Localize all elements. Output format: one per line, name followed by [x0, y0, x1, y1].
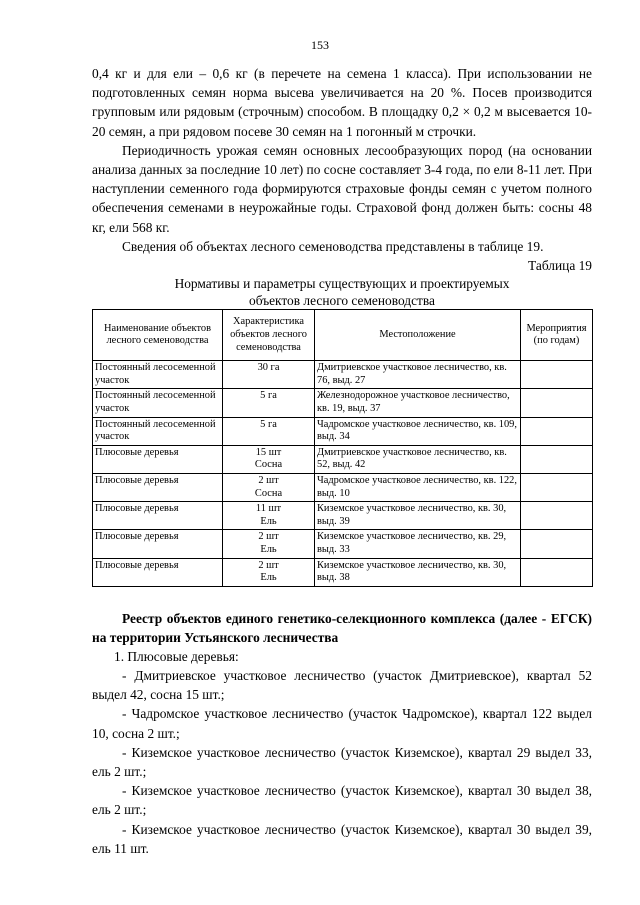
- table-row: [93, 417, 593, 445]
- table-title-line2: объектов лесного семеноводства: [249, 293, 435, 309]
- cell-name: Плюсовые деревья: [93, 530, 223, 558]
- cell-measures: [521, 389, 593, 417]
- cell-characteristic: [223, 445, 315, 473]
- cell-characteristic: [223, 502, 315, 530]
- table-row: [93, 473, 593, 501]
- list-item: - Киземское участковое лесничество (участок Киземское), квартал 29 выдел 33, ель 2 шт.;: [92, 744, 592, 779]
- list-item: - Киземское участковое лесничество (участок Киземское), квартал 30 выдел 39, ель 11 шт.: [92, 821, 592, 856]
- paragraph-table-reference: Сведения об объектах лесного семеноводства представлены в таблице 19.: [122, 238, 544, 254]
- list-item: - Киземское участковое лесничество (участок Киземское), квартал 30 выдел 38, ель 2 шт.;: [92, 783, 592, 818]
- header-measures: Мероприятия (по годам): [521, 310, 593, 361]
- cell-species: Сосна: [254, 459, 283, 471]
- list-item: - Дмитриевское участковое лесничество (участок Дмитриевское), квартал 52 выдел 42, сосна 15 шт.;: [92, 667, 592, 703]
- cell-species: Ель: [260, 515, 277, 527]
- cell-area: 5 га: [260, 418, 277, 430]
- cell-species: Сосна: [254, 487, 283, 499]
- cell-measures: [521, 558, 593, 586]
- cell-species: Ель: [260, 543, 277, 555]
- registry-heading: Реестр объектов единого генетико-селекционного комплекса (далее - ЕГСК) на территории Устьянского лесничества: [92, 610, 592, 645]
- cell-area: 30 га: [257, 362, 280, 374]
- cell-characteristic: [223, 417, 315, 445]
- cell-count: 2 шт: [258, 474, 279, 486]
- cell-name: Постоянный лесосеменной участок: [93, 389, 223, 417]
- cell-location: Киземское участковое лесничество, кв. 29, выд. 33: [315, 530, 521, 558]
- paragraph-seed-periodicity: Периодичность урожая семян основных лесообразующих пород (на основании анализа данных за последние 10 лет) по сосне составляет 3-4 года, по ели 8-11 лет. При наступлении семенного года формируются страховые фонды семян с учетом полного обеспечения семенами в неурожайные годы. Страховой фонд должен быть: сосны 48 кг, ели 568 кг.: [92, 142, 592, 235]
- cell-area: 5 га: [260, 390, 277, 402]
- table-row: [93, 558, 593, 586]
- cell-location: Дмитриевское участковое лесничество, кв. 52, выд. 42: [315, 445, 521, 473]
- header-name: Наименование объектов лесного семеноводства: [93, 310, 223, 361]
- cell-count: 11 шт: [255, 503, 282, 515]
- cell-name: Плюсовые деревья: [93, 473, 223, 501]
- table-title-line1: Нормативы и параметры существующих и проектируемых: [174, 276, 510, 292]
- paragraph-seed-rate: 0,4 кг и для ели – 0,6 кг (в перечете на семена 1 класса). При использовании не подготовленных семян норма высева увеличивается на 20 %. Посев производится групповым или рядовым (строчным) способом. В площадку 0,2 × 0,2 м высевается 10-20 семян, а при рядовом посеве 30 семян на 1 погонный м строчки.: [92, 66, 592, 139]
- table-row: [93, 502, 593, 530]
- cell-measures: [521, 473, 593, 501]
- cell-characteristic: [223, 389, 315, 417]
- table-row: [93, 445, 593, 473]
- table-row: [93, 361, 593, 389]
- cell-characteristic: [223, 361, 315, 389]
- cell-count: 15 шт: [255, 446, 282, 458]
- seed-objects-table: [92, 309, 593, 587]
- header-characteristic: Характеристика объектов лесного семеноводства: [223, 310, 315, 361]
- table-row: [93, 530, 593, 558]
- cell-species: Ель: [260, 572, 277, 584]
- registry-list-title: 1. Плюсовые деревья:: [114, 648, 239, 664]
- cell-location: Киземское участковое лесничество, кв. 30, выд. 39: [315, 502, 521, 530]
- cell-count: 2 шт: [258, 531, 279, 543]
- document-body: [92, 64, 592, 858]
- cell-location: Киземское участковое лесничество, кв. 30, выд. 38: [315, 558, 521, 586]
- cell-name: Плюсовые деревья: [93, 502, 223, 530]
- cell-characteristic: [223, 473, 315, 501]
- cell-name: Плюсовые деревья: [93, 445, 223, 473]
- table-header-row: [93, 310, 593, 361]
- list-item: - Чадромское участковое лесничество (участок Чадромское), квартал 122 выдел 10, сосна 2 шт.;: [92, 706, 592, 741]
- cell-characteristic: [223, 558, 315, 586]
- cell-name: Постоянный лесосеменной участок: [93, 361, 223, 389]
- cell-measures: [521, 417, 593, 445]
- cell-location: Чадромское участковое лесничество, кв. 109, выд. 34: [315, 417, 521, 445]
- cell-count: 2 шт: [258, 559, 279, 571]
- cell-name: Постоянный лесосеменной участок: [93, 417, 223, 445]
- cell-measures: [521, 361, 593, 389]
- cell-measures: [521, 445, 593, 473]
- table-number: Таблица 19: [528, 258, 592, 274]
- cell-location: Железнодорожное участковое лесничество, кв. 19, выд. 37: [315, 389, 521, 417]
- cell-name: Плюсовые деревья: [93, 558, 223, 586]
- cell-location: Дмитриевское участковое лесничество, кв. 76, выд. 27: [315, 361, 521, 389]
- cell-measures: [521, 502, 593, 530]
- table-row: [93, 389, 593, 417]
- cell-measures: [521, 530, 593, 558]
- header-location: Местоположение: [315, 310, 521, 361]
- page-number: 153: [311, 38, 329, 52]
- cell-characteristic: [223, 530, 315, 558]
- cell-location: Чадромское участковое лесничество, кв. 122, выд. 10: [315, 473, 521, 501]
